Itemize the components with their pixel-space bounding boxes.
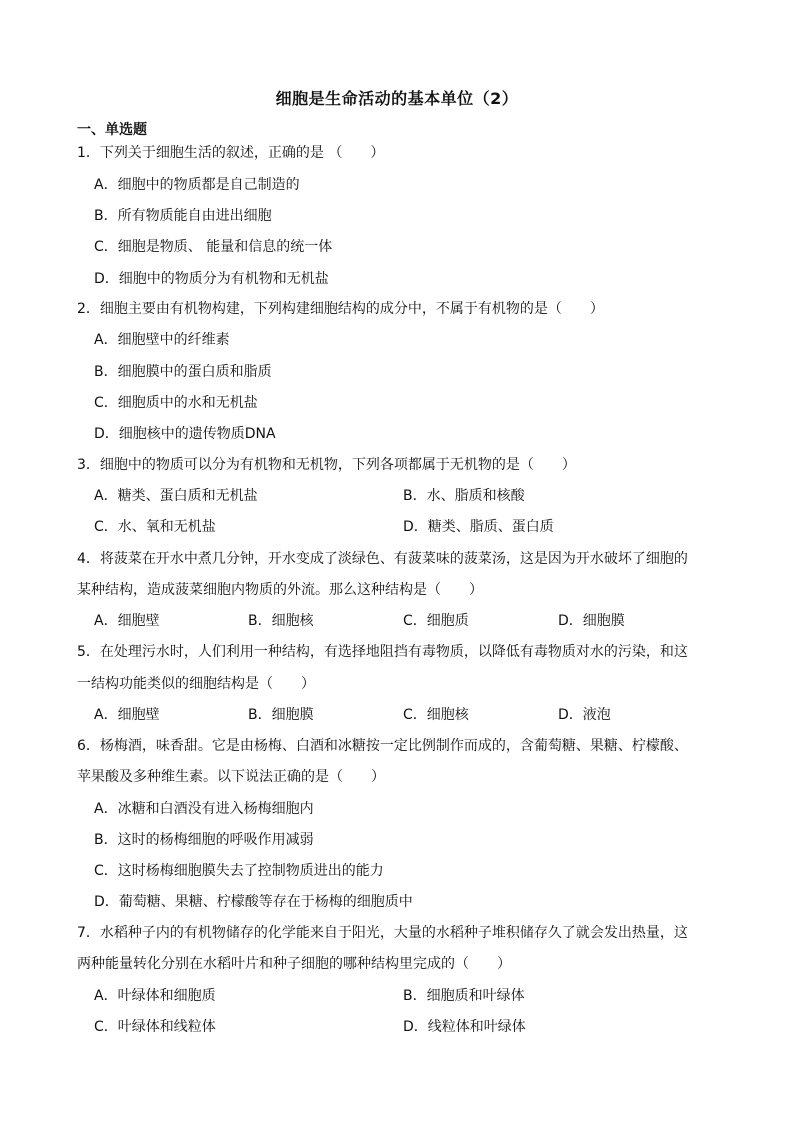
question-1-option-a: A．细胞中的物质都是自己制造的 <box>94 177 300 193</box>
question-3-option-c: C．水、氧和无机盐 <box>94 519 216 535</box>
question-4-stem: 4．将菠菜在开水中煮几分钟，开水变成了淡绿色、有菠菜味的菠菜汤，这是因为开水破坏了细胞的 <box>77 551 688 567</box>
question-1-option-b: B．所有物质能自由进出细胞 <box>94 208 272 224</box>
question-4-option-b: B．细胞核 <box>248 613 314 629</box>
question-6-option-b: B．这时的杨梅细胞的呼吸作用减弱 <box>94 832 314 848</box>
page-title: 细胞是生命活动的基本单位（2） <box>275 89 519 108</box>
question-3-option-d: D．糖类、脂质、蛋白质 <box>403 519 554 535</box>
question-7-option-c: C．叶绿体和线粒体 <box>94 1019 216 1035</box>
question-5-stem: 5．在处理污水时，人们利用一种结构，有选择地阻挡有毒物质，以降低有毒物质对水的污染，和这 <box>77 644 688 660</box>
question-7-option-b: B．细胞质和叶绿体 <box>403 988 525 1004</box>
question-6-option-a: A．冰糖和白酒没有进入杨梅细胞内 <box>94 801 314 817</box>
question-5-option-c: C．细胞核 <box>403 707 469 723</box>
question-2-option-c: C．细胞质中的水和无机盐 <box>94 395 258 411</box>
question-5-option-d: D．液泡 <box>558 707 611 723</box>
question-5-option-a: A．细胞壁 <box>94 707 160 723</box>
question-5-stem-cont: 一结构功能类似的细胞结构是（ ） <box>77 676 315 692</box>
question-7-stem-cont: 两种能量转化分别在水稻叶片和种子细胞的哪种结构里完成的（ ） <box>77 956 511 972</box>
question-2-stem: 2．细胞主要由有机物构建，下列构建细胞结构的成分中，不属于有机物的是（ ） <box>77 301 604 317</box>
question-3-stem: 3．细胞中的物质可以分为有机物和无机物，下列各项都属于无机物的是（ ） <box>77 457 576 473</box>
question-2-option-a: A．细胞壁中的纤维素 <box>94 332 230 348</box>
question-6-option-c: C．这时杨梅细胞膜失去了控制物质进出的能力 <box>94 863 384 879</box>
question-2-option-d: D．细胞核中的遗传物质DNA <box>94 426 276 442</box>
question-1-option-c: C．细胞是物质、 能量和信息的统一体 <box>94 239 333 255</box>
question-6-option-d: D．葡萄糖、果糖、柠檬酸等存在于杨梅的细胞质中 <box>94 894 413 910</box>
question-1-stem: 1．下列关于细胞生活的叙述，正确的是 （ ） <box>77 145 385 161</box>
question-4-option-a: A．细胞壁 <box>94 613 160 629</box>
question-4-option-d: D．细胞膜 <box>558 613 625 629</box>
question-7-option-a: A．叶绿体和细胞质 <box>94 988 216 1004</box>
question-1-option-d: D．细胞中的物质分为有机物和无机盐 <box>94 271 329 287</box>
question-2-option-b: B．细胞膜中的蛋白质和脂质 <box>94 364 272 380</box>
section-heading: 一、单选题 <box>77 122 147 138</box>
question-4-option-c: C．细胞质 <box>403 613 469 629</box>
question-6-stem: 6．杨梅酒，味香甜。它是由杨梅、白酒和冰糖按一定比例制作而成的，含葡萄糖、果糖、柠檬酸、 <box>77 738 688 754</box>
question-7-option-d: D．线粒体和叶绿体 <box>403 1019 526 1035</box>
question-3-option-a: A．糖类、蛋白质和无机盐 <box>94 488 258 504</box>
question-5-option-b: B．细胞膜 <box>248 707 314 723</box>
question-7-stem: 7．水稻种子内的有机物储存的化学能来自于阳光，大量的水稻种子堆积储存久了就会发出热量，这 <box>77 925 688 941</box>
question-6-stem-cont: 苹果酸及多种维生素。以下说法正确的是（ ） <box>77 769 385 785</box>
question-4-stem-cont: 某种结构，造成菠菜细胞内物质的外流。那么这种结构是（ ） <box>77 582 483 598</box>
question-3-option-b: B．水、脂质和核酸 <box>403 488 525 504</box>
